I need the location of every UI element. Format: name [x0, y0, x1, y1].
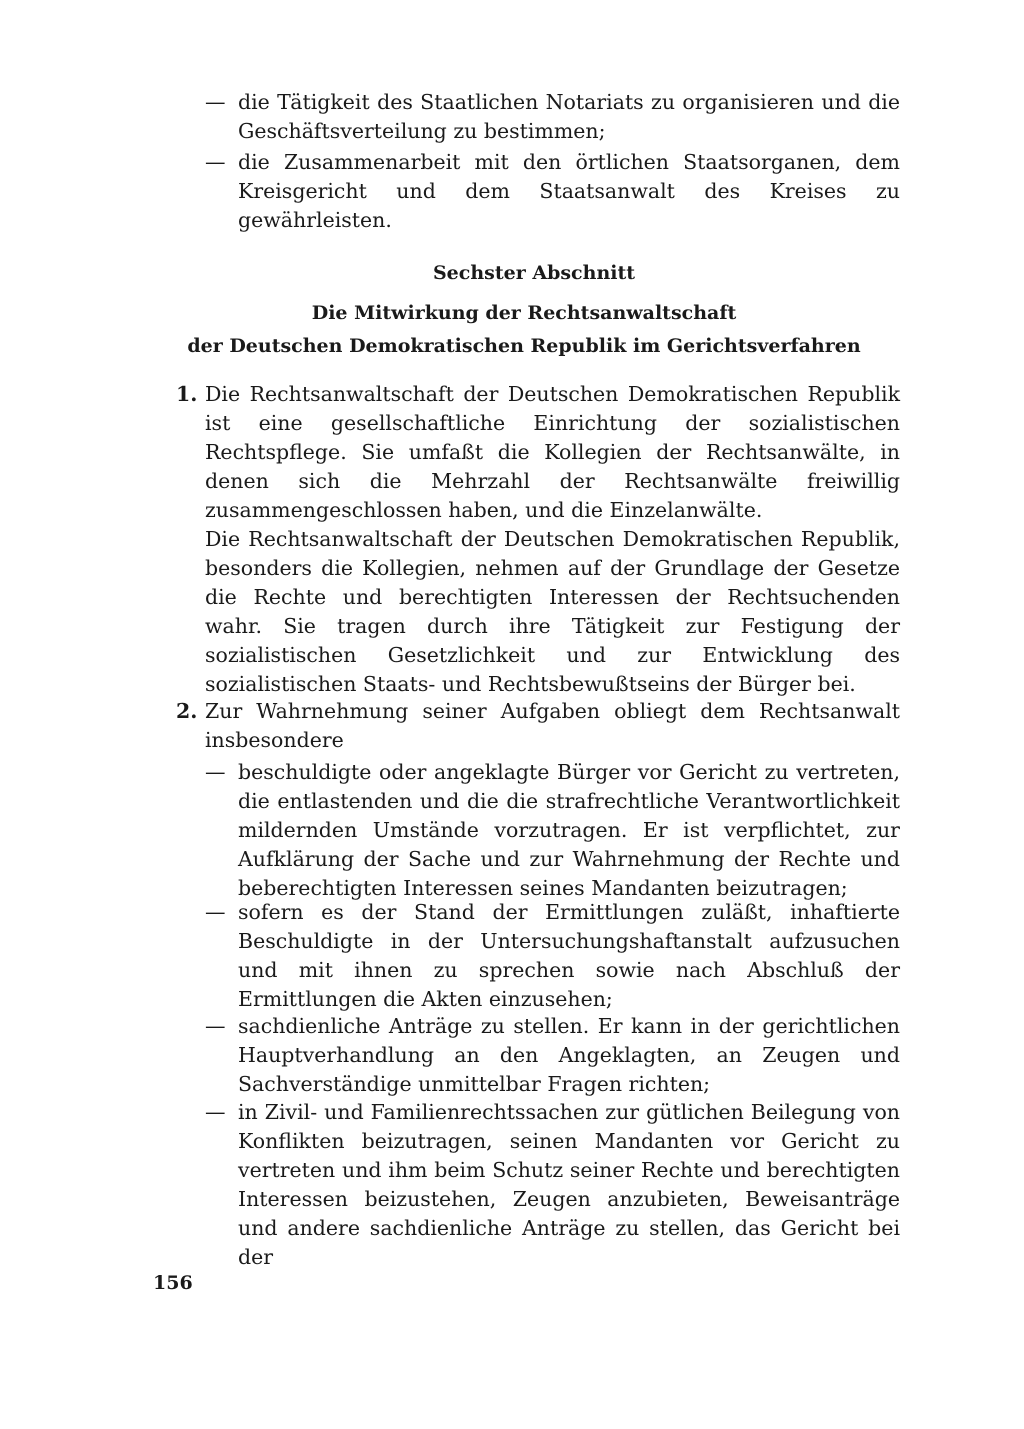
bullet-text: in Zivil- und Familienrechtssachen zur gütlichen Beilegung von Konflikten beizutragen, seinen Mandanten vor Gericht zu vertreten und ihm beim Schutz seiner Rechte und berechtigten Interessen beizustehen, Zeugen anzubieten, Beweisanträge und andere sachdienliche Anträge zu stellen, das Gericht bei der — [238, 1100, 900, 1269]
section-label: Sechster Abschnitt — [432, 262, 636, 284]
item1-paragraph-2: Die Rechtsanwaltschaft der Deutschen Demokratischen Republik, besonders die Kollegien, nehmen auf der Grundlage der Gesetze die Rechte und berechtigten Interessen der Rechtsuchenden wahr. Sie tragen durch ihre Tätigkeit zur Festigung der sozialistischen Gesetzlichkeit und zur Entwicklung des sozialistischen Staats- und Rechtsbewußtseins der Bürger bei. — [205, 527, 900, 696]
bullet-text: sachdienliche Anträge zu stellen. Er kann in der gerichtlichen Hauptverhandlung an den Angeklagten, an Zeugen und Sachverständige unmittelbar Fragen richten; — [238, 1014, 900, 1096]
dash-marker: — — [205, 900, 226, 924]
item-number: 1. — [176, 382, 198, 406]
item-number: 2. — [176, 699, 198, 723]
page-number: 156 — [153, 1272, 193, 1294]
dash-marker: — — [205, 150, 226, 174]
bullet-item — [205, 148, 900, 235]
numbered-item-1 — [176, 380, 900, 699]
item2-intro: Zur Wahrnehmung seiner Aufgaben obliegt dem Rechtsanwalt insbesondere — [205, 699, 900, 752]
section-title-line1: Die Mitwirkung der Rechtsanwaltschaft — [311, 302, 737, 324]
bullet-text: beschuldigte oder angeklagte Bürger vor Gericht zu vertreten, die entlastenden und die die strafrechtliche Verantwortlichkeit mildernden Umstände vorzutragen. Er ist verpflichtet, zur Aufklärung der Sache und zur Wahrnehmung der Rechte und beberechtigten Interessen seines Mandanten beizutragen; — [238, 760, 900, 900]
bullet-text: die Zusammenarbeit mit den örtlichen Staatsorganen, dem Kreisgericht und dem Staatsanwalt des Kreises zu gewährleisten. — [238, 150, 900, 232]
bullet-item — [205, 898, 900, 1014]
bullet-item — [205, 1098, 900, 1272]
dash-marker: — — [205, 1014, 226, 1038]
numbered-item-2 — [176, 697, 900, 755]
bullet-item — [205, 1012, 900, 1099]
bullet-text: sofern es der Stand der Ermittlungen zuläßt, inhaftierte Beschuldigte in der Untersuchungshaftanstalt aufzusuchen und mit ihnen zu sprechen sowie nach Abschluß der Ermittlungen die Akten einzusehen; — [238, 900, 900, 1011]
dash-marker: — — [205, 1100, 226, 1124]
section-title-line2: der Deutschen Demokratischen Republik im Gerichtsverfahren — [187, 335, 861, 357]
dash-marker: — — [205, 90, 226, 114]
dash-marker: — — [205, 760, 226, 784]
bullet-item — [205, 88, 900, 146]
item1-paragraph-1: Die Rechtsanwaltschaft der Deutschen Demokratischen Republik ist eine gesellschaftliche Einrichtung der sozialistischen Rechtspflege. Sie umfaßt die Kollegien der Rechtsanwälte, in denen sich die Mehrzahl der Rechtsanwälte freiwillig zusammengeschlossen haben, und die Einzelanwälte. — [205, 382, 900, 522]
bullet-text: die Tätigkeit des Staatlichen Notariats zu organisieren und die Geschäftsverteilung zu bestimmen; — [238, 90, 900, 143]
bullet-item — [205, 758, 900, 903]
